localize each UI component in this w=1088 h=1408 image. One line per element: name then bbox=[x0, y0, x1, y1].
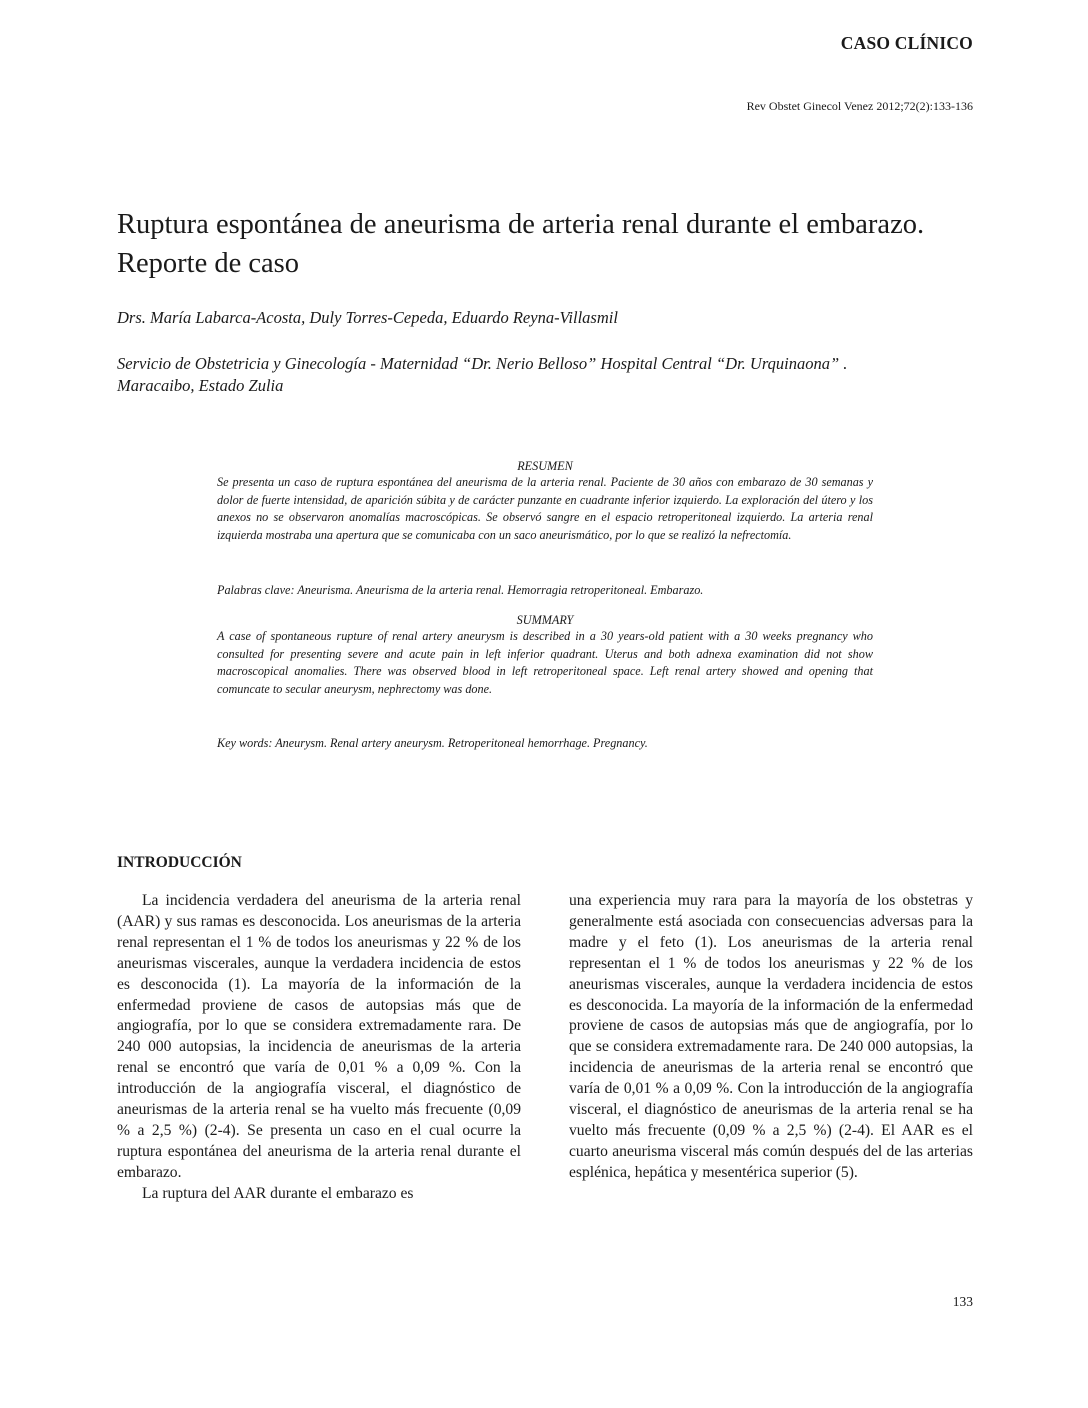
body-paragraph: La ruptura del AAR durante el embarazo es bbox=[142, 1184, 414, 1202]
page-number: 133 bbox=[952, 1294, 973, 1309]
article-affiliation: Servicio de Obstetricia y Ginecología - Maternidad “Dr. Nerio Belloso” Hospital Central “Dr. Urquinaona” . Maracaibo, Estado Zulia bbox=[117, 354, 848, 395]
left-column bbox=[117, 891, 521, 1205]
summary-text: A case of spontaneous rupture of renal artery aneurysm is described in a 30 years-old patient with a 30 weeks pregnancy who consulted for presenting severe and acute pain in left inferior quadrant. Uterus and both adnexa examination did not show macroscopical anomalies. There was observed blood in left retroperitoneal space. Left renal artery showed and opening that comuncate to secular aneurysm, nephrectomy was done. bbox=[217, 629, 873, 696]
resumen-heading: RESUMEN bbox=[517, 459, 573, 473]
palabras-clave: Palabras clave: Aneurisma. Aneurisma de la arteria renal. Hemorragia retroperitoneal. Embarazo. bbox=[217, 583, 704, 597]
journal-citation: Rev Obstet Ginecol Venez 2012;72(2):133-136 bbox=[746, 99, 973, 113]
article-authors: Drs. María Labarca-Acosta, Duly Torres-Cepeda, Eduardo Reyna-Villasmil bbox=[117, 308, 618, 327]
resumen-text: Se presenta un caso de ruptura espontánea del aneurisma de la arteria renal. Paciente de 30 años con embarazo de 30 semanas y dolor de fuerte intensidad, de aparición súbita y de carácter punzante en cuadrante inferior izquierdo. La exploración del útero y los anexos no se observaron anomalías macroscópicas. Se observó sangre en el espacio retroperitoneal izquierdo. La arteria renal izquierda mostraba una apertura que se comunicaba con un saco aneurismático, por lo que se realizó la nefrectomía. bbox=[217, 475, 873, 542]
introduction-heading: INTRODUCCIÓN bbox=[117, 854, 242, 871]
summary-heading: SUMMARY bbox=[516, 613, 574, 627]
key-words: Key words: Aneurysm. Renal artery aneurysm. Retroperitoneal hemorrhage. Pregnancy. bbox=[217, 736, 648, 750]
right-column bbox=[569, 891, 973, 1184]
article-title: Ruptura espontánea de aneurisma de arteria renal durante el embarazo. Reporte de caso bbox=[117, 209, 925, 279]
section-label: CASO CLÍNICO bbox=[840, 33, 973, 53]
body-paragraph: una experiencia muy rara para la mayoría de los obstetras y generalmente está asociada con consecuencias adversas para la madre y el feto (1). Los aneurismas de la arteria renal representan el 1 % de todos los aneurismas y 22 % de los aneurismas viscerales, aunque la verdadera incidencia de estos es desconocida. La mayoría de la información de la enfermedad proviene de casos de autopsias más que de angiografía, por lo que se considera extremadamente rara. De 240 000 autopsias, la incidencia de aneurismas de la arteria renal se encontró que varía de 0,01 % a 0,09 %. Con la introducción de la angiografía visceral, el diagnóstico de aneurismas de la arteria renal se ha vuelto más frecuente (0,09 % a 2,5 %) (2-4). El AAR es el cuarto aneurisma visceral más común después del de las arterias esplénica, hepática y mesentérica superior (5). bbox=[569, 892, 973, 1181]
body-paragraph: La incidencia verdadera del aneurisma de la arteria renal (AAR) y sus ramas es desconocida. Los aneurismas de la arteria renal representan el 1 % de todos los aneurismas y 22 % de los aneurismas viscerales, aunque la verdadera incidencia de estos es desconocida (1). La mayoría de la información de la enfermedad proviene de casos de autopsias más que de angiografía, por lo que se considera extremadamente rara. De 240 000 autopsias, la incidencia de aneurismas de la arteria renal se encontró que varía de 0,01 % a 0,09 %. Con la introducción de la angiografía visceral, el diagnóstico de aneurismas de la arteria renal se ha vuelto más frecuente (0,09 % a 2,5 %) (2-4). Se presenta un caso en el cual ocurre la ruptura espontánea del aneurisma de la arteria renal durante el embarazo. bbox=[117, 892, 521, 1181]
